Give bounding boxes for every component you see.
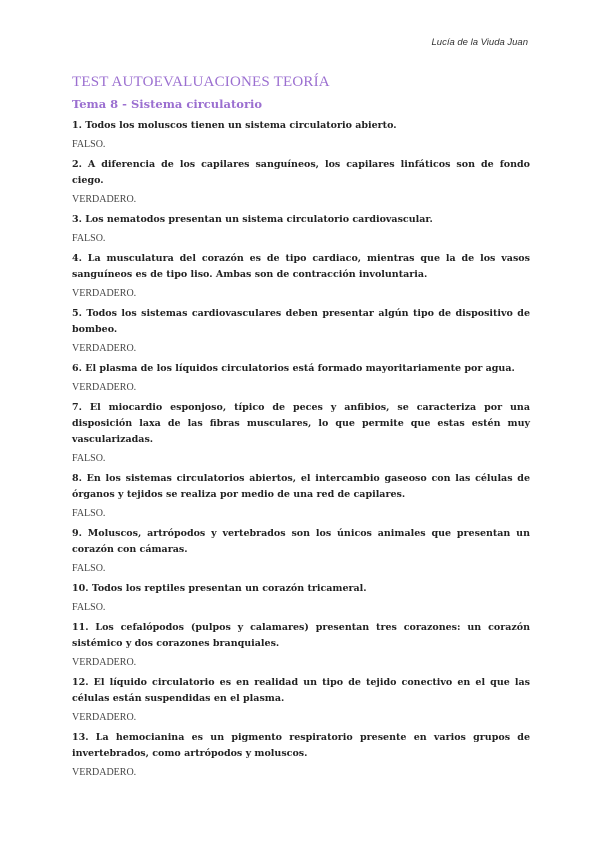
question-item (72, 526, 530, 575)
answer-text: VERDADERO. (72, 194, 137, 205)
question-item (72, 620, 530, 669)
answer-text: FALSO. (72, 563, 106, 574)
question-text: 5. Todos los sistemas cardiovasculares deben presentar algún tipo de dispositivo de bombeo. (72, 308, 530, 335)
document-title: TEST AUTOEVALUACIONES TEORÍA (72, 74, 330, 90)
answer-text: VERDADERO. (72, 767, 137, 778)
question-item (72, 730, 530, 779)
question-text: 1. Todos los moluscos tienen un sistema circulatorio abierto. (72, 120, 397, 131)
answer-text: VERDADERO. (72, 382, 137, 393)
question-item (72, 157, 530, 206)
question-text: 12. El líquido circulatorio es en realidad un tipo de tejido conectivo en el que las células están suspendidas en el plasma. (72, 677, 530, 704)
question-item (72, 581, 530, 614)
answer-text: FALSO. (72, 233, 106, 244)
question-text: 11. Los cefalópodos (pulpos y calamares) presentan tres corazones: un corazón sistémico y dos corazones branquiales. (72, 622, 530, 649)
question-item (72, 675, 530, 724)
question-text: 13. La hemocianina es un pigmento respiratorio presente en varios grupos de invertebrados, como artrópodos y moluscos. (72, 732, 530, 759)
question-item (72, 118, 530, 151)
answer-text: VERDADERO. (72, 288, 137, 299)
answer-text: VERDADERO. (72, 712, 137, 723)
answer-text: FALSO. (72, 453, 106, 464)
question-item (72, 361, 530, 394)
question-item (72, 471, 530, 520)
question-item (72, 306, 530, 355)
answer-text: FALSO. (72, 508, 106, 519)
answer-text: VERDADERO. (72, 657, 137, 668)
question-text: 10. Todos los reptiles presentan un corazón tricameral. (72, 583, 367, 594)
question-item (72, 212, 530, 245)
document-subtitle: Tema 8 - Sistema circulatorio (72, 97, 263, 111)
author-name: Lucía de la Viuda Juan (431, 37, 528, 48)
question-text: 3. Los nematodos presentan un sistema circulatorio cardiovascular. (72, 214, 433, 225)
question-text: 8. En los sistemas circulatorios abiertos, el intercambio gaseoso con las células de órganos y tejidos se realiza por medio de una red de capilares. (72, 473, 530, 500)
question-text: 2. A diferencia de los capilares sanguíneos, los capilares linfáticos son de fondo ciego. (72, 159, 530, 186)
question-text: 6. El plasma de los líquidos circulatorios está formado mayoritariamente por agua. (72, 363, 515, 374)
question-text: 9. Moluscos, artrópodos y vertebrados son los únicos animales que presentan un corazón con cámaras. (72, 528, 530, 555)
document-body (72, 74, 530, 785)
answer-text: FALSO. (72, 602, 106, 613)
answer-text: FALSO. (72, 139, 106, 150)
answer-text: VERDADERO. (72, 343, 137, 354)
question-item (72, 400, 530, 465)
question-text: 4. La musculatura del corazón es de tipo cardiaco, mientras que la de los vasos sanguíneos es de tipo liso. Ambas son de contracción involuntaria. (72, 253, 530, 280)
question-item (72, 251, 530, 300)
question-text: 7. El miocardio esponjoso, típico de peces y anfibios, se caracteriza por una disposición laxa de las fibras musculares, lo que permite que estas estén muy vascularizadas. (72, 402, 530, 445)
